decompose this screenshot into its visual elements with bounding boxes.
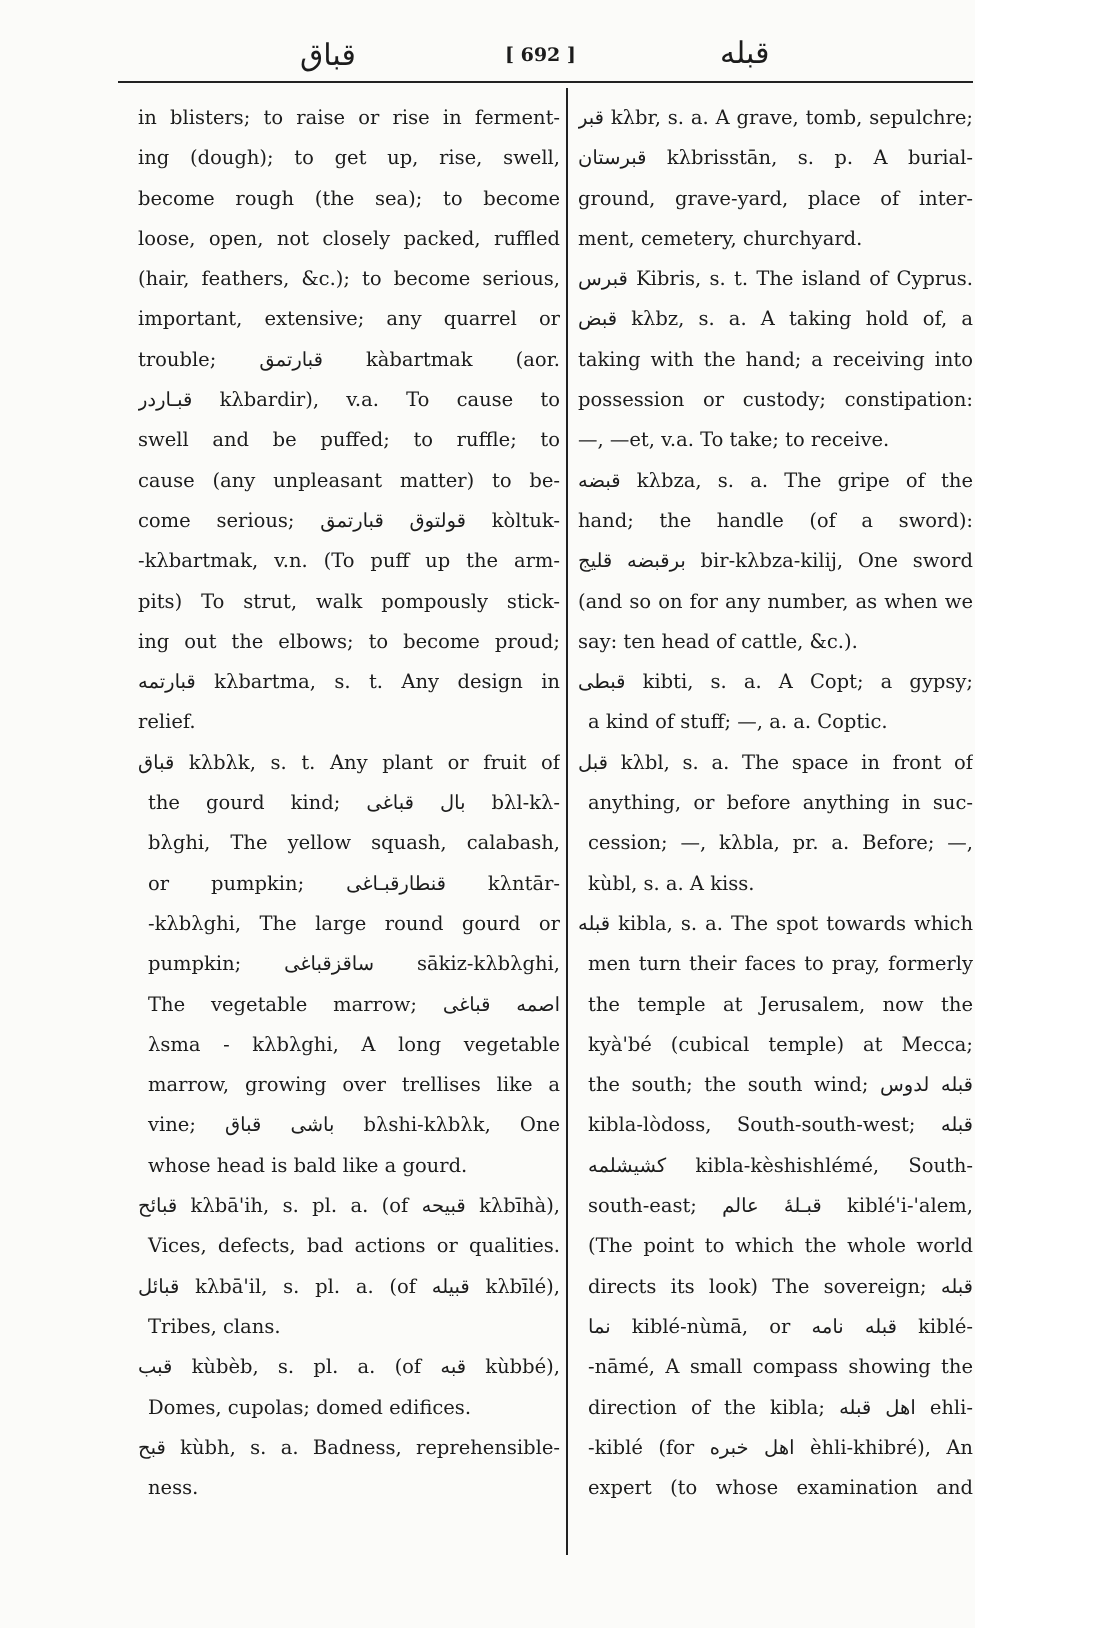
- left-line: Domes, cupolas; domed edifices.: [148, 1395, 472, 1419]
- header-left-word: قباق: [300, 38, 356, 73]
- left-line: Vices, defects, bad actions or qualities.: [148, 1234, 560, 1258]
- left-line: قبـاردر kλbardir), v.a. To cause to: [138, 388, 560, 412]
- left-line: loose, open, not closely packed, ruffled: [138, 226, 560, 250]
- left-line: قبارتمه kλbartma, s. t. Any design in: [138, 670, 560, 694]
- right-line: نما kiblé-nùmā, or قبله نامه kiblé-: [588, 1314, 973, 1338]
- page-margin: [975, 0, 1115, 1628]
- right-line: anything, or before anything in suc-: [588, 791, 973, 815]
- left-line: bλghi, The yellow squash, calabash,: [148, 831, 560, 855]
- right-line: -nāmé, A small compass showing the: [588, 1355, 973, 1379]
- right-line: —, —et, v.a. To take; to receive.: [578, 428, 890, 452]
- left-line: swell and be puffed; to ruffle; to: [138, 428, 560, 452]
- right-line: men turn their faces to pray, formerly: [588, 952, 973, 976]
- right-line: direction of the kibla; اهل قبله ehli-: [588, 1395, 973, 1419]
- header-rule: [118, 81, 973, 83]
- right-entry-headword: قبضه kλbza, s. a. The gripe of the: [578, 468, 973, 492]
- right-line: كشیشلمه kibla-kèshishlémé, South-: [588, 1153, 973, 1177]
- right-line: the temple at Jerusalem, now the: [588, 992, 973, 1016]
- right-line: cession; —, kλbla, pr. a. Before; —,: [588, 831, 973, 855]
- left-line: Tribes, clans.: [148, 1314, 281, 1338]
- column-divider: [566, 88, 568, 1555]
- right-entry-headword: قبر kλbr, s. a. A grave, tomb, sepulchre;: [578, 106, 973, 129]
- left-column: [138, 98, 560, 1508]
- header-right-word: قبله: [720, 36, 770, 71]
- page-number: [ 692 ]: [505, 44, 576, 66]
- right-line: possession or custody; constipation:: [578, 388, 973, 412]
- left-line: become rough (the sea); to become: [138, 186, 560, 210]
- right-line: ment, cemetery, churchyard.: [578, 226, 863, 250]
- left-entry-headword: قبائل kλbā'il, s. pl. a. (of قبيله kλbīlé),: [138, 1274, 560, 1298]
- right-line: expert (to whose examination and: [588, 1476, 973, 1500]
- right-line: say: ten head of cattle, &c.).: [578, 629, 858, 653]
- left-line: -kλbλghi, The large round gourd or: [148, 911, 560, 935]
- left-line: pits) To strut, walk pompously stick-: [138, 589, 560, 613]
- left-line: (hair, feathers, &c.); to become serious,: [138, 267, 560, 291]
- left-line: marrow, growing over trellises like a: [148, 1073, 560, 1097]
- left-line: cause (any unpleasant matter) to be-: [138, 468, 560, 492]
- right-line: قبرستان kλbrisstān, s. p. A burial-: [578, 146, 973, 170]
- left-line: ness.: [148, 1476, 199, 1500]
- left-line: -kλbartmak, v.n. (To puff up the arm-: [138, 549, 560, 573]
- left-line: relief.: [138, 710, 196, 734]
- right-entry-headword: قبض kλbz, s. a. A taking hold of, a: [578, 307, 973, 331]
- left-line: come serious; قولتوق قبارتمق kòltuk-: [138, 508, 560, 532]
- left-line: whose head is bald like a gourd.: [148, 1153, 468, 1177]
- left-line: vine; باشی قباق bλshi-kλbλk, One: [148, 1113, 560, 1137]
- right-line: (The point to which the whole world: [588, 1234, 973, 1258]
- right-line: -kiblé (for اهل خبره èhli-khibré), An: [588, 1435, 973, 1459]
- right-line: ground, grave-yard, place of inter-: [578, 186, 973, 210]
- left-line: the gourd kind; بال قباغی bλl-kλ-: [148, 791, 560, 815]
- left-line: ing (dough); to get up, rise, swell,: [138, 146, 560, 170]
- right-line: kùbl, s. a. A kiss.: [588, 871, 755, 895]
- left-line: trouble; قبارتمق kàbartmak (aor.: [138, 347, 560, 371]
- right-line: a kind of stuff; —, a. a. Coptic.: [588, 710, 888, 734]
- right-entry-headword: قبرس Kibris, s. t. The island of Cyprus.: [578, 267, 973, 291]
- left-line: λsma - kλbλghi, A long vegetable: [148, 1032, 560, 1056]
- left-line: in blisters; to raise or rise in ferment-: [138, 106, 560, 129]
- right-entry-headword: قبطی kibti, s. a. A Copt; a gypsy;: [578, 670, 973, 694]
- left-line: or pumpkin; قنطارقبـاغی kλntār-: [148, 871, 560, 895]
- right-line: taking with the hand; a receiving into: [578, 347, 973, 371]
- right-line: kyà'bé (cubical temple) at Mecca;: [588, 1032, 973, 1056]
- left-line: The vegetable marrow; اصمه قباغی: [148, 992, 560, 1016]
- left-line: ing out the elbows; to become proud;: [138, 629, 560, 653]
- left-line: pumpkin; ساقزقباغی sākiz-kλbλghi,: [148, 952, 560, 976]
- right-line: hand; the handle (of a sword):: [578, 508, 973, 532]
- left-line: important, extensive; any quarrel or: [138, 307, 560, 331]
- right-line: kibla-lòdoss, South-south-west; قبله: [588, 1113, 973, 1137]
- right-line: برقبضه قلیج bir-kλbza-kilij, One sword: [578, 549, 973, 573]
- right-line: directs its look) The sovereign; قبله: [588, 1274, 973, 1298]
- left-entry-headword: قبح kùbh, s. a. Badness, reprehensible-: [138, 1435, 560, 1459]
- right-line: south-east; قبـلهٔ عالم kiblé'i-'alem,: [588, 1194, 973, 1218]
- right-column: [578, 98, 973, 1508]
- right-line: the south; the south wind; قبله لدوس: [588, 1073, 973, 1097]
- right-entry-headword: قبله kibla, s. a. The spot towards which: [578, 911, 973, 935]
- left-entry-headword: قباق kλbλk, s. t. Any plant or fruit of: [138, 750, 560, 774]
- right-line: (and so on for any number, as when we: [578, 589, 973, 613]
- left-entry-headword: قبب kùbèb, s. pl. a. (of قبه kùbbé),: [138, 1355, 560, 1379]
- left-entry-headword: قبائح kλbā'ih, s. pl. a. (of قبيحه kλbīhà),: [138, 1194, 560, 1218]
- right-entry-headword: قبل kλbl, s. a. The space in front of: [578, 750, 973, 774]
